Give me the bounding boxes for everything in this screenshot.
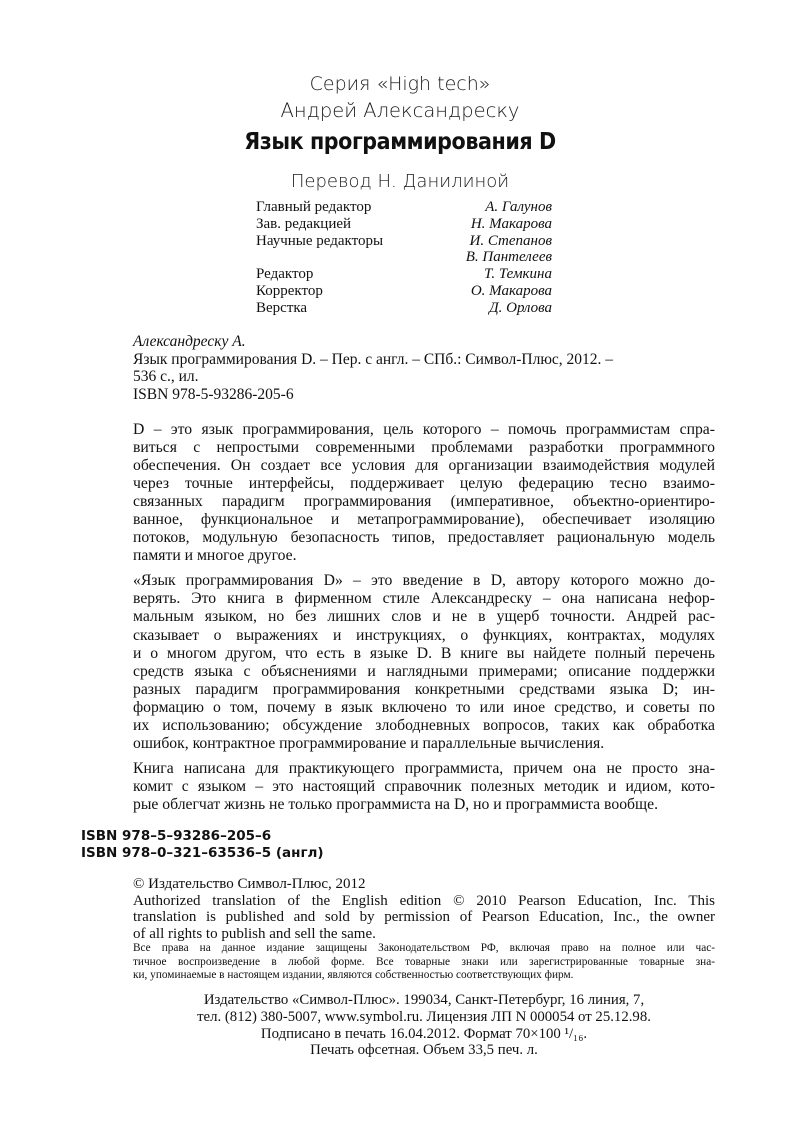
credit-role: Корректор	[256, 282, 323, 299]
text-line: Издательство «Символ-Плюс». 199034, Санкт-Петербург, 16 линия, 7,	[203, 992, 645, 1008]
isbn-block	[81, 828, 324, 862]
credit-name: О. Макарова	[470, 282, 552, 299]
text-line: виться с непростыми современными проблемами разработки программного	[133, 439, 715, 457]
text-line: рые облегчат жизнь не только программиста на D, но и программиста вообще.	[133, 795, 658, 813]
series-title: Серия «High tech»	[309, 73, 491, 95]
text-line: тел. (812) 380-5007, www.symbol.ru. Лицензия ЛП N 000054 от 25.12.98.	[197, 1008, 651, 1025]
text-line: translation is published and sold by permission of Pearson Education, Inc., the owner	[133, 909, 715, 925]
credit-row	[256, 266, 552, 283]
text-line: Authorized translation of the English edition © 2010 Pearson Education, Inc. This	[133, 892, 715, 909]
credit-name: И. Степанов	[469, 232, 552, 249]
credit-role: Главный редактор	[256, 199, 372, 215]
credit-row	[256, 300, 552, 317]
credit-row	[256, 216, 552, 233]
text-line: обеспечения. Он создает все условия для организации взаимодействия модулей	[133, 457, 715, 475]
credit-name: В. Пантелеев	[465, 249, 552, 266]
book-author: Андрей Александреску	[280, 99, 520, 122]
text-line: D – это язык программирования, цель которого – помочь программистам спра-	[133, 421, 715, 438]
catalog-author: Александреску А.	[133, 333, 246, 350]
text-line: разных парадигм программирования конкретными средствами языка D; ин-	[133, 680, 715, 698]
annotation-paragraph	[133, 421, 715, 565]
text-line: © Издательство Символ-Плюс, 2012	[133, 876, 366, 892]
text-line: of all rights to publish and sell the same.	[133, 925, 376, 942]
book-annotation	[133, 421, 715, 821]
annotation-paragraph	[133, 760, 715, 814]
text-line: «Язык программирования D» – это введение в D, автору которого можно до-	[133, 572, 715, 590]
text-line: ки, упоминаемые в настоящем издании, являются собственностью соответствующих фирм.	[133, 969, 574, 981]
text-line: и о многом другом, что есть в языке D. В книге вы найдете полный перечень	[133, 644, 715, 662]
text-line: Подписано в печать 16.04.2012. Формат 70×100 ¹/₁₆.	[260, 1025, 588, 1042]
credit-name: Д. Орлова	[489, 299, 552, 316]
text-line: их использованию; обсуждение злободневных вопросов, таких как обработка	[133, 716, 715, 734]
text-line: формацию о том, почему в язык включено то или иное средство, и советы по	[133, 698, 715, 716]
text-line: Книга написана для практикующего программиста, причем она не просто зна-	[133, 759, 715, 777]
editorial-credits	[256, 199, 552, 317]
publisher-imprint	[0, 992, 800, 1059]
credit-role: Редактор	[256, 266, 314, 283]
annotation-paragraph	[133, 572, 715, 752]
isbn-russian: ISBN 978–5–93286–205–6	[81, 828, 272, 844]
credit-row	[256, 233, 552, 250]
text-line: средств языка с объяснениями и наглядными примерами; описание поддержки	[133, 662, 715, 680]
credit-role: Зав. редакцией	[256, 215, 352, 232]
isbn-english: ISBN 978–0–321–63536–5 (англ)	[81, 845, 324, 861]
book-title: Язык программирования D	[244, 129, 556, 155]
catalog-isbn: ISBN 978-5-93286-205-6	[133, 385, 294, 403]
text-line: мальным языком, но без лишних слов и не в ущерб точности. Андрей рас-	[133, 608, 715, 626]
credit-name: Т. Темкина	[483, 266, 552, 283]
credit-row	[256, 283, 552, 300]
credit-name: А. Галунов	[485, 199, 552, 215]
translator-credit: Перевод Н. Данилиной	[290, 171, 510, 192]
text-line: Все права на данное издание защищены Законодательством РФ, включая право на полное или час-	[133, 942, 715, 954]
catalog-entry	[133, 333, 678, 403]
text-line: через точные интерфейсы, поддерживает целую федерацию тесно взаимо-	[133, 475, 715, 493]
text-line: тичное воспроизведение в любой форме. Все товарные знаки или зарегистрированные товарные зна-	[133, 955, 715, 968]
text-line: Печать офсетная. Объем 33,5 печ. л.	[310, 1042, 538, 1059]
credit-role: Научные редакторы	[256, 232, 384, 249]
rights-notice	[133, 942, 715, 983]
text-line: памяти и многое другое.	[133, 547, 297, 565]
catalog-description: Язык программирования D. – Пер. с англ. – СПб.: Символ-Плюс, 2012. –	[133, 350, 614, 368]
catalog-pages: 536 с., ил.	[133, 368, 199, 385]
text-line: ванное, функциональное и метапрограммирование), обеспечивает изоляцию	[133, 511, 715, 529]
copyright-notice	[133, 876, 715, 942]
text-line: связанных парадигм программирования (императивное, объектно-ориентиро-	[133, 493, 715, 511]
credit-row	[256, 199, 552, 216]
text-line: сказывает о выражениях и инструкциях, о функциях, контрактах, модулях	[133, 626, 715, 644]
text-line: верять. Это книга в фирменном стиле Александреску – она написана нефор-	[133, 590, 715, 608]
credit-row	[256, 249, 552, 266]
credit-name: Н. Макарова	[470, 215, 552, 232]
text-line: ошибок, контрактное программирование и параллельные вычисления.	[133, 734, 605, 752]
text-line: комит с языком – это настоящий справочник полезных методик и идиом, кото-	[133, 777, 715, 795]
credit-role: Верстка	[256, 299, 308, 316]
text-line: потоков, модульную безопасность типов, предоставляет рациональную модель	[133, 529, 715, 547]
